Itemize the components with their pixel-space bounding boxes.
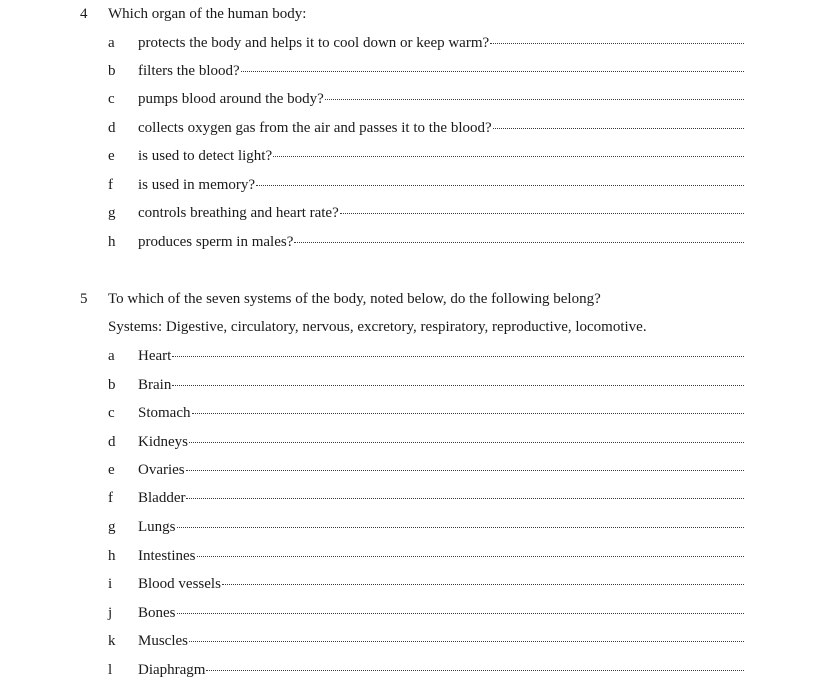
item-letter: i (108, 576, 113, 592)
question-5-header (0, 289, 824, 309)
item-letter: k (108, 633, 116, 649)
list-item (0, 61, 824, 81)
item-letter: d (108, 434, 116, 450)
list-item (0, 546, 824, 566)
item-text: produces sperm in males? (138, 234, 294, 250)
item-letter: a (108, 35, 115, 51)
answer-line[interactable] (172, 356, 744, 357)
answer-line[interactable] (325, 99, 744, 100)
answer-line[interactable] (206, 670, 744, 671)
answer-line[interactable] (256, 185, 744, 186)
item-text: filters the blood? (138, 63, 240, 79)
list-item (0, 488, 824, 508)
list-item (0, 33, 824, 53)
item-text: Diaphragm (138, 662, 206, 678)
answer-line[interactable] (172, 385, 744, 386)
item-text: Heart (138, 348, 172, 364)
item-text: Intestines (138, 548, 196, 564)
answer-line[interactable] (222, 584, 744, 585)
item-text: Blood vessels (138, 576, 221, 592)
item-text: Ovaries (138, 462, 185, 478)
item-letter: a (108, 348, 115, 364)
item-letter: c (108, 405, 115, 421)
answer-line[interactable] (186, 498, 744, 499)
list-item (0, 89, 824, 109)
list-item (0, 432, 824, 452)
answer-line[interactable] (189, 442, 744, 443)
answer-line[interactable] (490, 43, 744, 44)
item-text: Muscles (138, 633, 188, 649)
list-item (0, 118, 824, 138)
systems-text: Systems: Digestive, circulatory, nervous, excretory, respiratory, reproductive, locomotive. (108, 319, 647, 335)
answer-line[interactable] (186, 470, 744, 471)
question-text: Which organ of the human body: (108, 6, 307, 22)
answer-line[interactable] (294, 242, 744, 243)
item-text: Lungs (138, 519, 176, 535)
systems-list (0, 317, 824, 337)
item-letter: f (108, 490, 113, 506)
list-item (0, 460, 824, 480)
item-text: collects oxygen gas from the air and passes it to the blood? (138, 120, 492, 136)
answer-line[interactable] (197, 556, 745, 557)
answer-line[interactable] (241, 71, 744, 72)
answer-line[interactable] (189, 641, 744, 642)
item-text: Brain (138, 377, 172, 393)
item-letter: l (108, 662, 113, 678)
item-letter: h (108, 548, 116, 564)
question-number: 4 (80, 6, 88, 22)
item-letter: e (108, 462, 115, 478)
item-letter: g (108, 205, 116, 221)
list-item (0, 232, 824, 252)
list-item (0, 203, 824, 223)
answer-line[interactable] (273, 156, 744, 157)
item-text: controls breathing and heart rate? (138, 205, 339, 221)
list-item (0, 403, 824, 423)
item-letter: h (108, 234, 116, 250)
item-text: pumps blood around the body? (138, 91, 324, 107)
item-letter: j (108, 605, 113, 621)
list-item (0, 175, 824, 195)
answer-line[interactable] (177, 527, 745, 528)
list-item (0, 603, 824, 623)
item-letter: f (108, 177, 113, 193)
list-item (0, 660, 824, 680)
answer-line[interactable] (493, 128, 744, 129)
item-text: Kidneys (138, 434, 188, 450)
list-item (0, 517, 824, 537)
list-item (0, 574, 824, 594)
item-letter: e (108, 148, 115, 164)
item-text: Stomach (138, 405, 191, 421)
item-letter: b (108, 63, 116, 79)
item-letter: g (108, 519, 116, 535)
list-item (0, 346, 824, 366)
answer-line[interactable] (177, 613, 745, 614)
question-text: To which of the seven systems of the body, noted below, do the following belong? (108, 291, 601, 307)
answer-line[interactable] (340, 213, 744, 214)
list-item (0, 146, 824, 166)
item-letter: b (108, 377, 116, 393)
item-text: Bladder (138, 490, 186, 506)
list-item (0, 375, 824, 395)
answer-line[interactable] (192, 413, 745, 414)
item-text: Bones (138, 605, 176, 621)
item-text: protects the body and helps it to cool down or keep warm? (138, 35, 490, 51)
item-letter: c (108, 91, 115, 107)
item-text: is used in memory? (138, 177, 256, 193)
question-4-header (0, 4, 824, 24)
question-number: 5 (80, 291, 88, 307)
item-letter: d (108, 120, 116, 136)
item-text: is used to detect light? (138, 148, 273, 164)
list-item (0, 631, 824, 651)
